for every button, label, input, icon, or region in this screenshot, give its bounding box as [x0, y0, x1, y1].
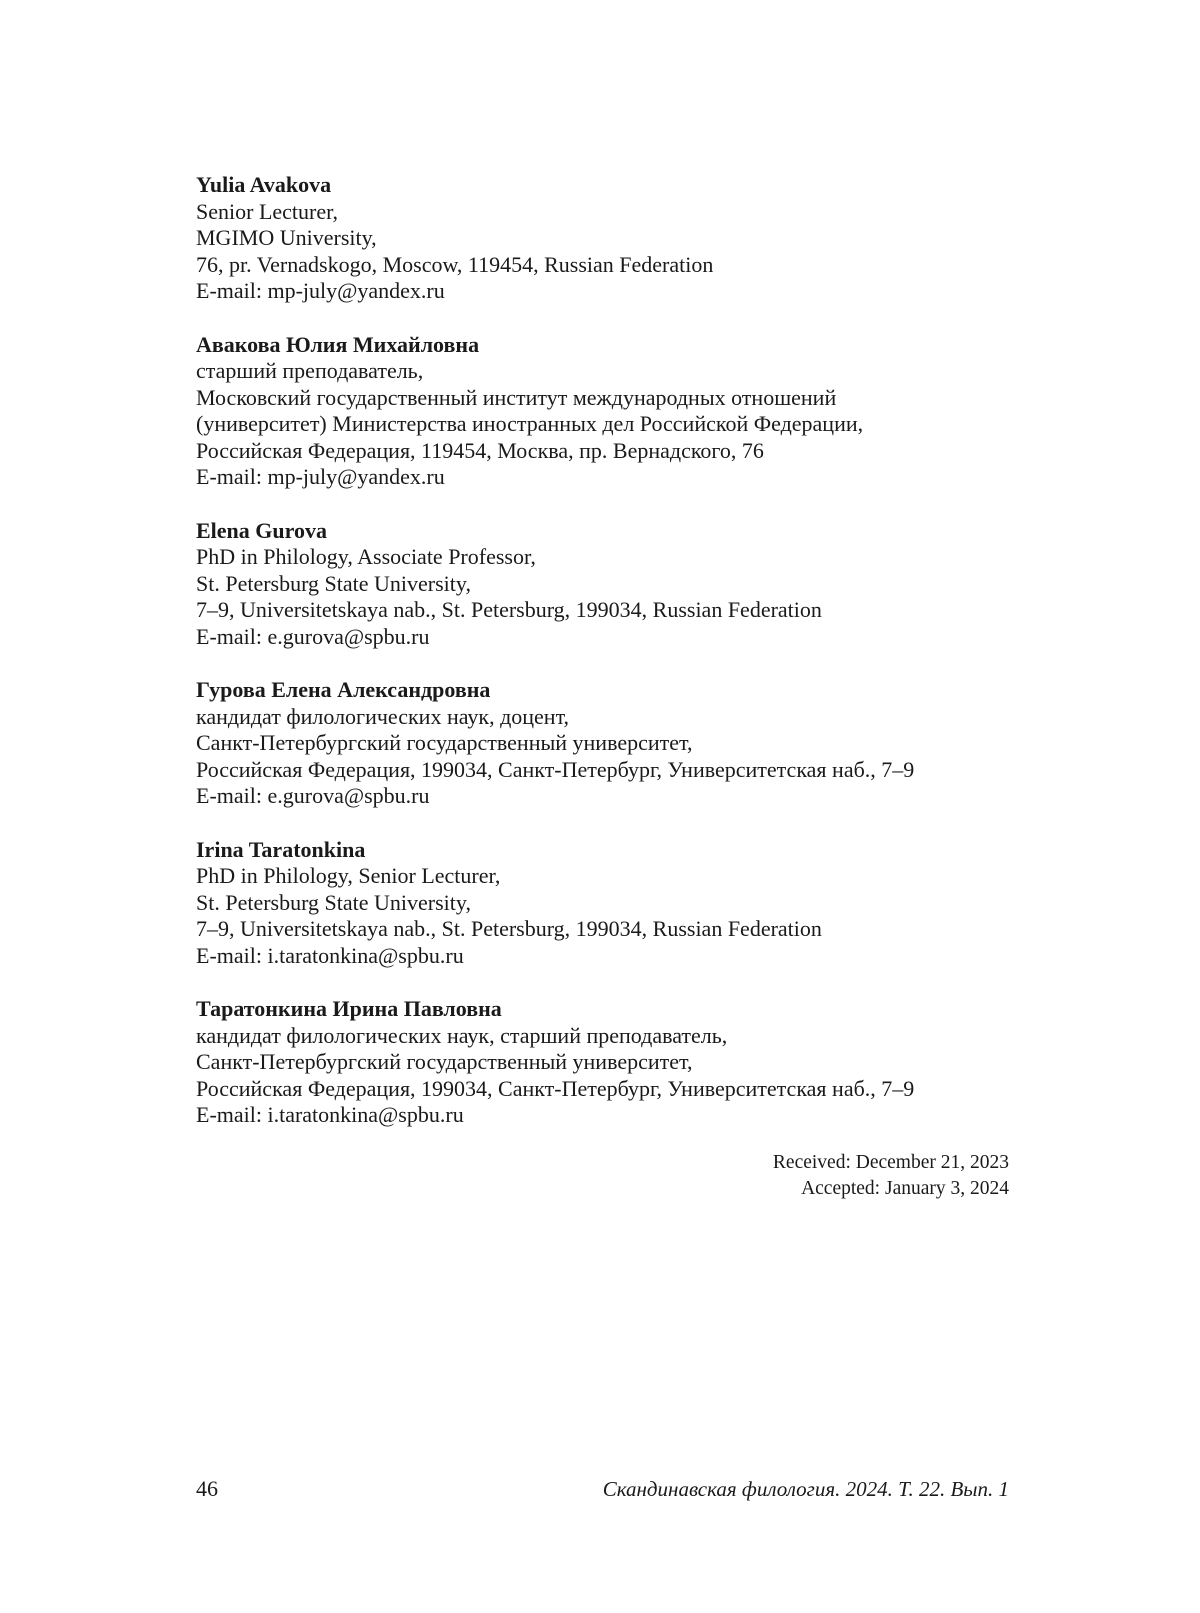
author-email: E-mail: e.gurova@spbu.ru: [196, 783, 430, 808]
author-block: [196, 332, 1016, 491]
author-address: 7–9, Universitetskaya nab., St. Petersburg, 199034, Russian Federation: [196, 916, 822, 941]
author-info-section: [196, 172, 1016, 1156]
author-block: [196, 996, 1016, 1129]
author-affiliation: St. Petersburg State University,: [196, 570, 471, 596]
author-name: Elena Gurova: [196, 517, 328, 543]
author-email: E-mail: e.gurova@spbu.ru: [196, 623, 430, 649]
author-affiliation: St. Petersburg State University,: [196, 889, 471, 915]
journal-citation: Скандинавская филология. 2024. Т. 22. Вып. 1: [602, 1477, 1009, 1501]
author-position: Senior Lecturer,: [196, 198, 339, 224]
author-block: [196, 518, 1016, 651]
author-affiliation: MGIMO University,: [196, 225, 377, 250]
author-email: E-mail: mp-july@yandex.ru: [196, 464, 445, 489]
author-address: 7–9, Universitetskaya nab., St. Petersburg, 199034, Russian Federation: [196, 597, 822, 622]
author-block: [196, 677, 1016, 810]
author-affiliation: Санкт-Петербургский государственный университет,: [196, 730, 693, 755]
author-address: Российская Федерация, 199034, Санкт-Петербург, Университетская наб., 7–9: [196, 756, 915, 782]
received-date: Received: December 21, 2023: [772, 1152, 1009, 1173]
author-affiliation: Московский государственный институт международных отношений: [196, 384, 837, 410]
author-name: Таратонкина Ирина Павловна: [196, 996, 502, 1021]
author-position: старший преподаватель,: [196, 358, 424, 383]
author-affiliation: Санкт-Петербургский государственный университет,: [196, 1049, 693, 1074]
author-email: E-mail: mp-july@yandex.ru: [196, 278, 445, 303]
author-name: Гурова Елена Александровна: [196, 677, 491, 702]
author-position: кандидат филологических наук, доцент,: [196, 703, 570, 729]
author-block: [196, 172, 1016, 305]
author-name: Irina Taratonkina: [196, 836, 366, 862]
author-block: [196, 837, 1016, 970]
author-position: PhD in Philology, Associate Professor,: [196, 544, 536, 569]
author-email: E-mail: i.taratonkina@spbu.ru: [196, 1102, 464, 1127]
author-position: PhD in Philology, Senior Lecturer,: [196, 863, 501, 888]
author-address: 76, pr. Vernadskogo, Moscow, 119454, Russian Federation: [196, 251, 714, 277]
author-address: Российская Федерация, 199034, Санкт-Петербург, Университетская наб., 7–9: [196, 1075, 915, 1101]
manuscript-dates: [773, 1150, 1009, 1202]
author-address: Российская Федерация, 119454, Москва, пр. Вернадского, 76: [196, 437, 764, 463]
accepted-date: Accepted: January 3, 2024: [801, 1178, 1009, 1199]
author-position: кандидат филологических наук, старший преподаватель,: [196, 1022, 728, 1048]
author-email: E-mail: i.taratonkina@spbu.ru: [196, 942, 464, 968]
author-name: Yulia Avakova: [196, 172, 332, 197]
author-affiliation: (университет) Министерства иностранных дел Российской Федерации,: [196, 411, 864, 436]
page-number: 46: [196, 1476, 218, 1501]
author-name: Авакова Юлия Михайловна: [196, 331, 480, 357]
